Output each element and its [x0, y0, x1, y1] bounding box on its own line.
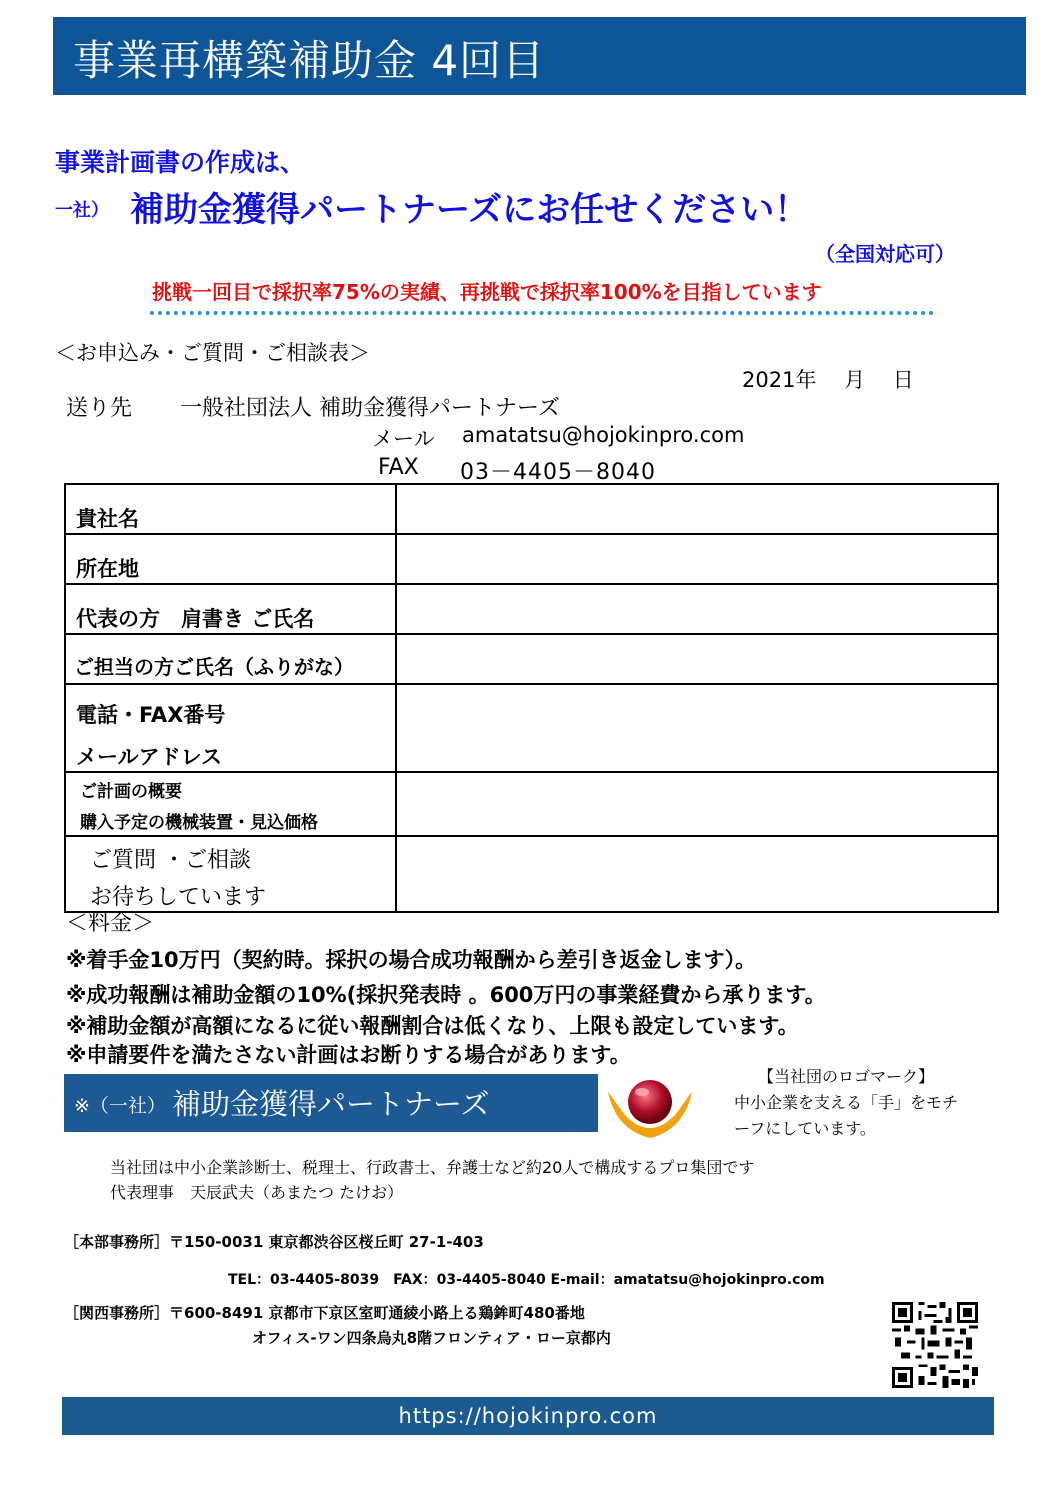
label-phone-email: 電話・FAX番号 メールアドレス — [65, 684, 396, 772]
about-line1: 当社団は中小企業診断士、税理士、行政書士、弁護士など約20人で構成するプロ集団です — [110, 1158, 755, 1177]
field-plan[interactable] — [396, 772, 998, 836]
headline-prefix: 一社） — [55, 200, 109, 221]
label-company: 貴社名 — [65, 484, 396, 534]
label-questions: ご質問 ・ご相談 お待ちしています — [65, 836, 396, 912]
field-address[interactable] — [396, 534, 998, 584]
website-link[interactable]: https://hojokinpro.com — [398, 1404, 658, 1428]
logo-hands-icon — [604, 1072, 696, 1144]
org-name: 補助金獲得パートナーズ — [172, 1087, 490, 1121]
org-name-box — [64, 1074, 598, 1132]
footer-bar — [62, 1397, 994, 1435]
headline-line1: 事業計画書の作成は、 — [55, 148, 306, 177]
hq-office: ［本部事務所］〒150-0031 東京都渋谷区桜丘町 27-1-403 — [64, 1233, 484, 1251]
label-plan: ご計画の概要 購入予定の機械装置・見込価格 — [65, 772, 396, 836]
fax-label: FAX — [378, 455, 419, 480]
qr-code-icon[interactable] — [892, 1302, 978, 1388]
form-title: ＜お申込み・ご質問・ご相談表＞ — [55, 341, 370, 365]
kansai-office-building: オフィス-ワン四条烏丸8階フロンティア・ロー京都内 — [252, 1329, 611, 1347]
contact-line: TEL：03-4405-8039 FAX：03-4405-8040 E-mail：amatatsu@hojokinpro.com — [228, 1272, 825, 1288]
field-contact-person[interactable] — [396, 634, 998, 684]
logo-note-line1: 中小企業を支える「手」をモチ — [734, 1093, 959, 1112]
application-form — [64, 483, 999, 913]
field-representative[interactable] — [396, 584, 998, 634]
fee-item: ※補助金額が高額になるに従い報酬割合は低くなり、上限も設定しています。 — [66, 1014, 799, 1038]
fee-item: ※着手金10万円（契約時。採択の場合成功報酬から差引き返金します）。 — [66, 948, 757, 972]
page-title: 事業再構築補助金 4回目 — [73, 36, 546, 85]
fee-item: ※成功報酬は補助金額の10%(採択発表時 。600万円の事業経費から承ります。 — [66, 983, 826, 1007]
field-questions[interactable] — [396, 836, 998, 912]
kansai-office: ［関西事務所］〒600-8491 京都市下京区室町通綾小路上る鶏鉾町480番地 — [64, 1304, 585, 1322]
send-to-label: 送り先 — [66, 396, 133, 421]
fees-list — [66, 944, 826, 1068]
field-phone-email[interactable] — [396, 684, 998, 772]
headline-main: 補助金獲得パートナーズにお任せください！ — [130, 190, 809, 230]
label-address: 所在地 — [65, 534, 396, 584]
org-prefix: ※（一社） — [74, 1095, 166, 1117]
about-line2: 代表理事 天辰武夫（あまたつ たけお） — [110, 1183, 404, 1202]
nationwide-note: （全国対応可） — [815, 242, 955, 266]
mail-label: メール — [372, 427, 435, 451]
title-banner — [53, 17, 1026, 95]
dotted-divider — [150, 311, 934, 315]
record-text: 挑戦一回目で採択率75%の実績、再挑戦で採択率100%を目指しています — [152, 280, 822, 304]
label-contact-person: ご担当の方ご氏名（ふりがな） — [65, 634, 396, 684]
logo-note-line2: ーフにしています。 — [734, 1119, 876, 1138]
field-company[interactable] — [396, 484, 998, 534]
label-representative: 代表の方 肩書き ご氏名 — [65, 584, 396, 634]
send-to-org: 一般社団法人 補助金獲得パートナーズ — [180, 396, 560, 421]
mail-address[interactable]: amatatsu@hojokinpro.com — [462, 423, 745, 447]
fees-title: ＜料金＞ — [66, 911, 155, 936]
form-date: 2021年 月 日 — [742, 368, 914, 392]
fee-item: ※申請要件を満たさない計画はお断りする場合があります。 — [66, 1043, 631, 1067]
fax-number: 03－4405－8040 — [460, 460, 656, 485]
logo-note-title: 【当社団のロゴマーク】 — [758, 1067, 935, 1086]
